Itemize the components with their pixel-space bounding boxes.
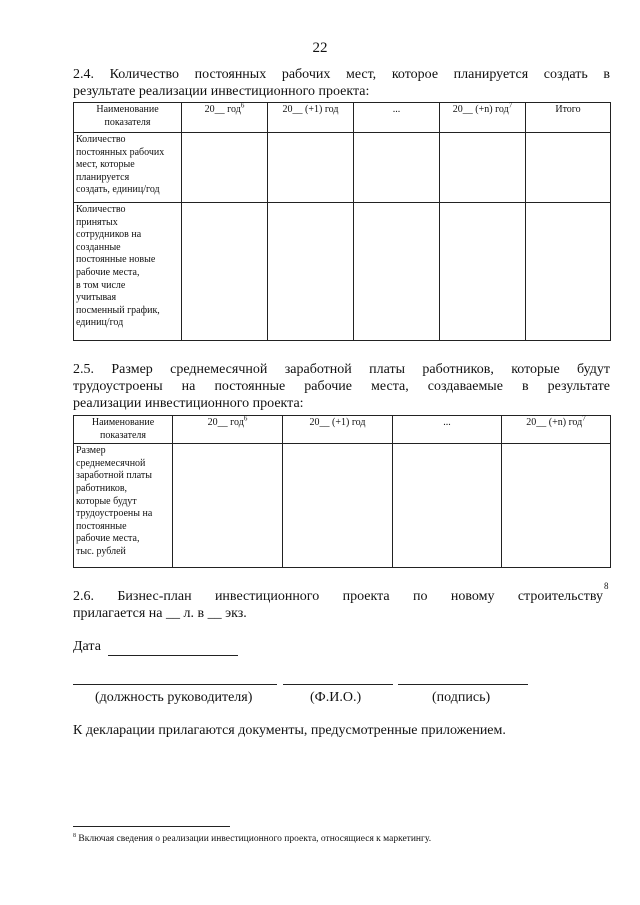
table-2-5-header-row	[74, 416, 611, 444]
header-ellipsis: ...	[354, 103, 440, 133]
cell-year-plus-n[interactable]	[502, 444, 611, 568]
header-ellipsis: ...	[393, 416, 502, 444]
cell-year[interactable]	[182, 133, 268, 203]
section-2-5-line2: трудоустроены на постоянные рабочие места, создаваемые в результате	[73, 379, 610, 394]
footnote-marker: 8	[73, 832, 76, 839]
section-2-5-line3: реализации инвестиционного проекта:	[73, 396, 304, 411]
cell-ellipsis[interactable]	[354, 133, 440, 203]
row-label-hired-employees: Количество принятых сотрудников на созданные постоянные новые рабочие места, в том числе учитывая посменный график, единиц/год	[74, 203, 182, 341]
header-year: 20__ год$^6$	[173, 416, 283, 444]
page-number: 22	[312, 40, 328, 56]
cell-year-plus-n[interactable]	[440, 133, 526, 203]
cell-year[interactable]	[182, 203, 268, 341]
signature-line[interactable]	[398, 684, 528, 685]
table-2-4-header-row	[74, 103, 611, 133]
cell-year-plus-n[interactable]	[440, 203, 526, 341]
cell-total[interactable]	[526, 133, 611, 203]
position-label: (должность руководителя)	[95, 690, 253, 705]
cell-year[interactable]	[173, 444, 283, 568]
table-2-5	[73, 415, 611, 568]
name-line[interactable]	[283, 684, 393, 685]
header-indicator: Наименование показателя	[74, 416, 173, 444]
closing-text: К декларации прилагаются документы, предусмотренные приложением.	[73, 723, 506, 738]
table-2-4	[73, 102, 611, 341]
cell-ellipsis[interactable]	[354, 203, 440, 341]
row-label-avg-salary: Размер среднемесячной заработной платы работников, которые будут трудоустроены на постоянные рабочие места, тыс. рублей	[74, 444, 173, 568]
section-2-4-line2: результате реализации инвестиционного проекта:	[73, 84, 370, 99]
position-line[interactable]	[73, 684, 277, 685]
section-2-4-heading	[73, 66, 610, 100]
table-row	[74, 203, 611, 341]
header-year-plus-1: 20__ (+1) год	[283, 416, 393, 444]
table-row	[74, 444, 611, 568]
section-2-6	[73, 588, 603, 622]
cell-total[interactable]	[526, 203, 611, 341]
footnote-text: Включая сведения о реализации инвестиционного проекта, относящиеся к маркетингу.	[78, 834, 432, 844]
section-2-5-heading	[73, 361, 610, 412]
cell-ellipsis[interactable]	[393, 444, 502, 568]
table-row	[74, 133, 611, 203]
section-2-4-line1: 2.4. Количество постоянных рабочих мест, которое планируется создать в	[73, 67, 610, 82]
date-row	[73, 639, 238, 656]
header-year-plus-n: 20__ (+n) год$^7$	[502, 416, 611, 444]
header-year-plus-1: 20__ (+1) год	[268, 103, 354, 133]
footnote-divider	[73, 826, 230, 827]
date-label: Дата	[73, 639, 101, 654]
section-2-6-line1: 2.6. Бизнес-план инвестиционного проекта по новому строительству	[73, 589, 603, 604]
cell-year-plus-1[interactable]	[268, 203, 354, 341]
section-2-6-line2: прилагается на __ л. в __ экз.	[73, 606, 247, 621]
header-indicator: Наименование показателя	[74, 103, 182, 133]
signature-label: (подпись)	[432, 690, 491, 705]
row-label-permanent-jobs: Количество постоянных рабочих мест, которые планируется создать, единиц/год	[74, 133, 182, 203]
cell-year-plus-1[interactable]	[283, 444, 393, 568]
date-field[interactable]	[108, 639, 238, 656]
header-year: 20__ год$^6$	[182, 103, 268, 133]
name-label: (Ф.И.О.)	[310, 690, 362, 705]
footnote	[73, 834, 431, 844]
cell-year-plus-1[interactable]	[268, 133, 354, 203]
header-total: Итого	[526, 103, 611, 133]
header-year-plus-n: 20__ (+n) год$^7$	[440, 103, 526, 133]
section-2-5-line1: 2.5. Размер среднемесячной заработной платы работников, которые будут	[73, 362, 610, 377]
